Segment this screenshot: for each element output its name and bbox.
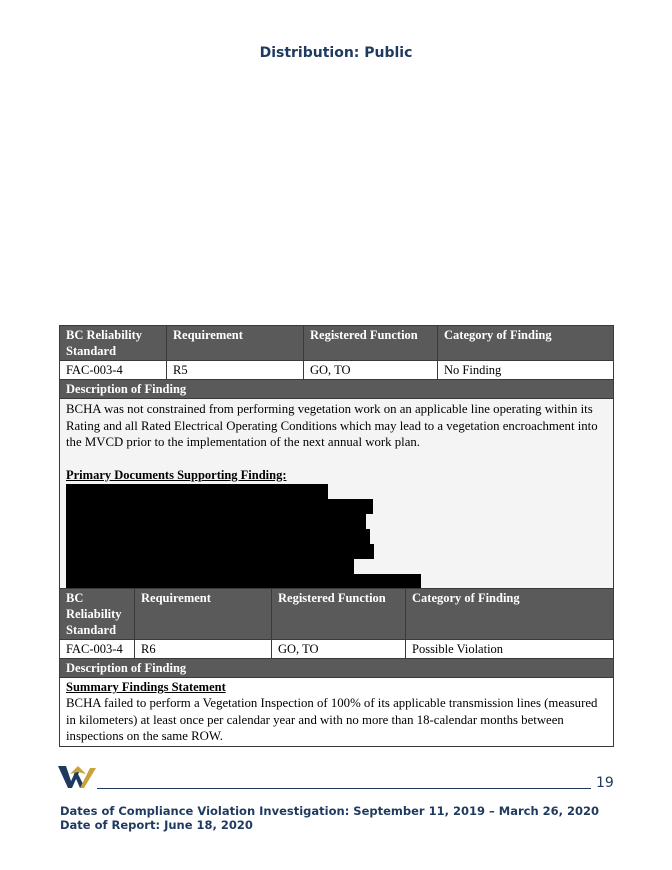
wecc-logo-icon xyxy=(58,764,98,790)
table-row xyxy=(60,361,614,380)
function-cell: GO, TO xyxy=(304,361,438,380)
table-row xyxy=(60,640,614,659)
column-header-standard: BC Reliability Standard xyxy=(60,326,167,361)
column-header-function: Registered Function xyxy=(304,326,438,361)
finding-table-r5 xyxy=(59,325,614,590)
table-header-row xyxy=(60,326,614,361)
function-cell: GO, TO xyxy=(272,640,406,659)
redacted-block xyxy=(66,484,607,589)
summary-text: BCHA failed to perform a Vegetation Inspection of 100% of its applicable transmission lines (measured in kilometers) at least once per calendar year and with no more than 18-calendar months between inspections on the same ROW. xyxy=(66,696,598,743)
footer-rule xyxy=(97,788,591,789)
footer-text xyxy=(60,804,599,832)
distribution-header: Distribution: Public xyxy=(259,45,413,61)
report-date: Date of Report: June 18, 2020 xyxy=(60,818,253,832)
requirement-cell: R6 xyxy=(135,640,272,659)
category-cell: Possible Violation xyxy=(406,640,614,659)
description-row xyxy=(60,678,614,747)
column-header-function: Registered Function xyxy=(272,589,406,640)
column-header-category: Category of Finding xyxy=(438,326,614,361)
page-number: 19 xyxy=(596,775,614,791)
finding-table-r6 xyxy=(59,588,614,747)
investigation-dates: Dates of Compliance Violation Investigation: September 11, 2019 – March 26, 2020 xyxy=(60,804,600,818)
description-label-row xyxy=(60,659,614,678)
description-label: Description of Finding xyxy=(60,380,614,399)
summary-heading: Summary Findings Statement xyxy=(66,680,226,694)
description-row xyxy=(60,399,614,590)
description-text: BCHA was not constrained from performing vegetation work on an applicable line operating within its Rating and all Rated Electrical Operating Conditions which may lead to a vegetation encroachment into the MVCD prior to the implementation of the next annual work plan. xyxy=(66,402,598,449)
column-header-requirement: Requirement xyxy=(135,589,272,640)
column-header-requirement: Requirement xyxy=(167,326,304,361)
description-label: Description of Finding xyxy=(60,659,614,678)
column-header-standard: BC Reliability Standard xyxy=(60,589,135,640)
table-header-row xyxy=(60,589,614,640)
description-label-row xyxy=(60,380,614,399)
documents-heading: Primary Documents Supporting Finding: xyxy=(66,467,287,482)
standard-cell: FAC-003-4 xyxy=(60,640,135,659)
requirement-cell: R5 xyxy=(167,361,304,380)
category-cell: No Finding xyxy=(438,361,614,380)
standard-cell: FAC-003-4 xyxy=(60,361,167,380)
column-header-category: Category of Finding xyxy=(406,589,614,640)
